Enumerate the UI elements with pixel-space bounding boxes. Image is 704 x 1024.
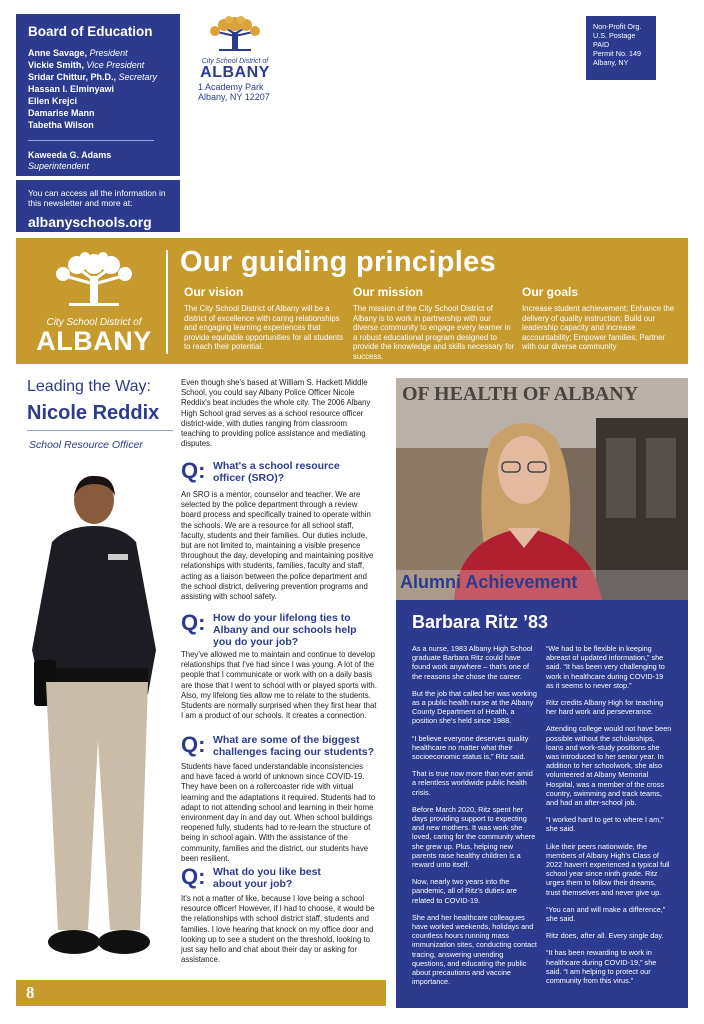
mission-text: The mission of the City School District of Albany is to work in partnership with our diverse community to engage every learner in a robust educational program designed to provide the knowledge and skills necessary for success.: [353, 304, 515, 361]
goals-text: Increase student achievement; Enhance the delivery of quality instruction; Build our leadership capacity and increase accountability; Empower families; Partner with our diverse community: [522, 304, 675, 352]
paragraph: Now, nearly two years into the pandemic, all of Ritz's duties are related to COVID-19.: [412, 877, 517, 905]
paragraph: “We had to be flexible in keeping abreast of updated information,” she said. “It has been very challenging to work in healthcare during COVID-19 as it seems to never stop.”: [546, 644, 665, 690]
board-member: Ellen Krejci: [28, 96, 78, 106]
answer: They've allowed me to maintain and continue to develop relationships that I've had since I was young. A lot of the people that I communicate or work with on a daily basis are those that I went to school with or played sports with. Also, my lifelong ties allow me to relate to the students. Students are normally surprised when they first hear that I am a product of our schools. It creates a connection.: [181, 650, 377, 721]
qa-block: [181, 612, 381, 732]
board-member-list: [28, 47, 168, 131]
paragraph: “I believe everyone deserves quality healthcare no matter what their socioeconomic status is,” Ritz said.: [412, 733, 529, 762]
logo-subtitle: City School District of: [201, 58, 269, 65]
vision-column: [184, 285, 344, 352]
paragraph: Before March 2020, Ritz spent her days providing support to expecting and new mothers. It was work she loved, caring for the community where she grew up. Plus, helping new parents raise healthy children is a reward unto itself.: [412, 804, 536, 870]
address-line: Albany, NY 12207: [198, 92, 270, 102]
district-address: [198, 82, 270, 102]
goals-column: [522, 285, 680, 352]
tree-icon: [205, 16, 265, 52]
board-member: Tabetha Wilson: [28, 120, 94, 130]
alumni-column-1: [412, 644, 538, 995]
postage-line: U.S. Postage: [593, 31, 636, 40]
logo-subtitle: City School District of: [46, 317, 142, 328]
q-glyph: Q:: [181, 610, 206, 635]
board-member: Sridar Chittur, Ph.D., Secretary: [28, 72, 158, 82]
qa-block: [181, 460, 381, 600]
postage-indicia: [586, 16, 656, 80]
mission-title: Our mission: [353, 285, 424, 299]
paragraph: She and her healthcare colleagues have worked weekends, holidays and countless hours running mass immunization sites, conducting contact tracing, answering unending questions, and educating the public about precautions and vaccine importance.: [412, 912, 537, 987]
q-glyph: Q:: [181, 864, 206, 889]
district-logo: [198, 16, 272, 80]
logo-wordmark: ALBANY: [200, 64, 270, 81]
question: What are some of the biggest challenges facing our students?: [213, 734, 375, 758]
feature-name: Nicole Reddix: [27, 402, 160, 424]
principles-title: Our guiding principles: [180, 246, 496, 278]
district-logo-white: [24, 252, 164, 356]
page-number-bar: [16, 980, 386, 1006]
postage-line: Albany, NY: [593, 58, 629, 67]
board-member: Hassan I. Elminyawi: [28, 84, 115, 94]
paragraph: As a nurse, 1983 Albany High School graduate Barbara Ritz could have found work anywhere – that's one of the reasons she chose the career.: [412, 644, 533, 681]
alumni-section-label: Alumni Achievement: [400, 572, 578, 592]
feature-intro: Even though she's based at William S. Hackett Middle School, you could say Albany Police Officer Nicole Reddix's beat includes the whole city. The 2006 Albany High School grad serves as a school resource officer district-wide, with duties ranging from classroom teaching to providing police assistance and mediating disputes.: [181, 378, 371, 449]
superintendent: Kaweeda G. Adams Superintendent: [28, 150, 112, 171]
feature-role: School Resource Officer: [29, 439, 143, 451]
board-member: Vickie Smith, Vice President: [28, 60, 145, 70]
alumni-column-2: [546, 644, 672, 993]
question: What do you like best about your job?: [213, 866, 321, 890]
question: How do your lifelong ties to Albany and our schools help you do your job?: [213, 612, 357, 648]
vision-title: Our vision: [184, 285, 244, 299]
q-glyph: Q:: [181, 458, 206, 483]
officer-photo: [22, 470, 172, 970]
website-link[interactable]: albanyschools.org: [28, 214, 152, 230]
alumni-article: [396, 600, 688, 1008]
postage-line: Permit No. 149: [593, 49, 641, 58]
board-member: Anne Savage, President: [28, 48, 128, 58]
paragraph: “I worked hard to get to where I am,” she said.: [546, 815, 664, 834]
postage-line: Non-Profit Org.: [593, 22, 642, 31]
answer: An SRO is a mentor, counselor and teacher. We are selected by the police department through a review board process and specifically trained to operate within the schools. We are a resource for all school staff, faculty, students and their families. Our duties include, but are not limited to, maintaining a visible presence throughout the day, developing and maintaining positive relationships with students, families, faculty and staff, acting as a liaison between the police department and the school district, delivering prevention programs and assisting with school safety.: [181, 490, 374, 602]
address-line: 1 Academy Park: [198, 82, 264, 92]
feature-kicker: Leading the Way:: [27, 378, 151, 395]
question: What's a school resource officer (SRO)?: [213, 460, 340, 484]
building-sign: OF HEALTH OF ALBANY: [402, 383, 639, 405]
paragraph: Ritz credits Albany High for teaching her hard work and perseverance.: [546, 698, 664, 717]
vision-text: The City School District of Albany will be a district of excellence with caring relationships and engaging learning experiences that provide equitable opportunities for all students to reach their potential.: [184, 304, 344, 352]
q-glyph: Q:: [181, 732, 206, 757]
page-number: 8: [26, 983, 35, 1002]
alumni-photo: [396, 378, 688, 600]
tree-icon: [49, 252, 139, 308]
paragraph: But the job that called her was working as a public health nurse at the Albany County Department of Health, a position she's held since 1988.: [412, 688, 537, 726]
mission-column: [353, 285, 515, 362]
board-member: Damarise Mann: [28, 108, 95, 118]
answer: Students have faced understandable inconsistencies and have faced a world of unknown since COVID-19. They have been on a rollercoaster ride with virtual learning and the adaptations it required. Students had to adapt to not attending school and learning in their home environment day in and day out. When school buildings reopened fully, students had to re-learn the structure of being in school again. With the assistance of the community, families and the district, our students have been resilient.: [181, 762, 376, 863]
divider: [27, 430, 173, 431]
board-title: Board of Education: [28, 24, 153, 39]
qa-block: [181, 866, 381, 976]
goals-title: Our goals: [522, 285, 579, 299]
paragraph: That is true now more than ever amid a relentless worldwide public health crisis.: [412, 769, 533, 797]
board-of-education-panel: [16, 14, 180, 176]
access-text: You can access all the information in this newsletter and more at:: [28, 188, 166, 208]
paragraph: Ritz does, after all. Every single day.: [546, 931, 664, 941]
paragraph: “You can and will make a difference,” she said.: [546, 904, 666, 924]
alumni-name: Barbara Ritz ’83: [412, 612, 549, 632]
guiding-principles-banner: [16, 238, 688, 364]
vertical-divider: [166, 250, 168, 354]
answer: It's not a matter of like, because I love being a school resource officer! However, if I had to choose, it would be the relationships with school district staff, students and families. I love hearing that knock on my office door and looking up to see a student on the threshold, looking to just say hello and chat about their day or asking for assistance.: [181, 894, 375, 965]
divider: [28, 140, 154, 141]
website-panel: [16, 180, 180, 232]
paragraph: Like their peers nationwide, the members of Albany High's Class of 2022 haven't experienced a typical full school year since ninth grade. Ritz urges them to follow their dreams, trust themselves and never give up.: [546, 841, 670, 897]
paragraph: “It has been rewarding to work in healthcare during COVID-19,” she said. “I am helping to protect our community from this virus.”: [546, 948, 657, 986]
qa-block: [181, 734, 381, 864]
logo-wordmark: ALBANY: [36, 326, 152, 356]
postage-line: PAID: [593, 40, 610, 49]
paragraph: Attending college would not have been possible without the scholarships, loans and work-study positions she was introduced to her senior year. In addition to her schoolwork, she also volunteered at Albany Memorial Hospital, was a member of the cross country, swimming and track teams, and had an after-school job.: [546, 724, 672, 808]
